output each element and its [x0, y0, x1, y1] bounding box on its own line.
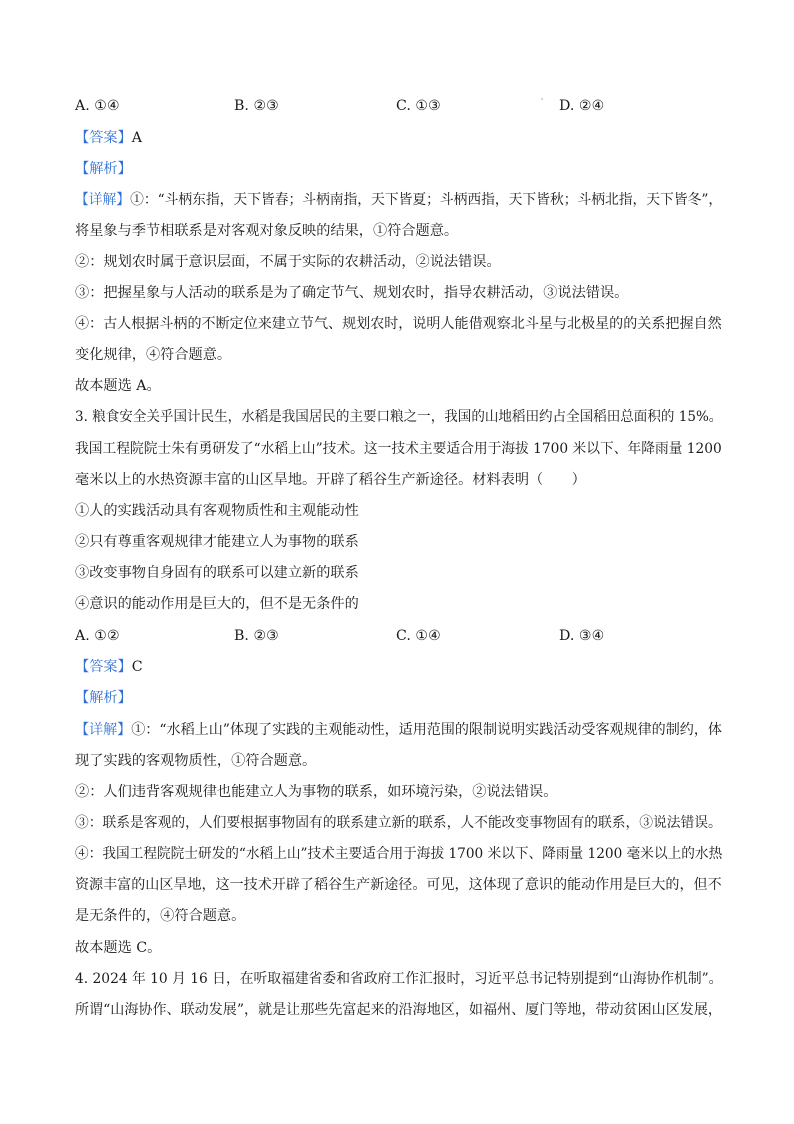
answer-tag: 【答案】	[75, 659, 132, 675]
q4-stem-line: 4. 2024 年 10 月 16 日，在听取福建省委和省政府工作汇报时，习近平总书记特别提到“山海协作机制”。	[75, 971, 723, 987]
q2-detail-line	[75, 191, 722, 209]
q2-option-a: A. ①④	[75, 98, 120, 114]
detail-text: ①：“斗柄东指，天下皆春；斗柄南指，天下皆夏；斗柄西指，天下皆秋；斗柄北指，天下皆冬”，	[130, 192, 723, 208]
speck-mark	[541, 98, 543, 100]
q3-answer	[75, 658, 143, 676]
q3-stem-line: 毫米以上的水热资源丰富的山区旱地。开辟了稻谷生产新途径。材料表明（ ）	[75, 472, 586, 488]
analysis-tag: 【解析】	[75, 161, 132, 177]
answer-value: C	[131, 659, 143, 675]
q3-option-c: C. ①④	[396, 628, 441, 644]
q3-statement: ②只有尊重客观规律才能建立人为事物的联系	[75, 534, 359, 550]
q2-detail-line: ③：把握星象与人活动的联系是为了确定节气、规划农时，指导农耕活动，③说法错误。	[75, 285, 629, 301]
q3-stem-line: 3. 粮食安全关乎国计民生，水稻是我国居民的主要口粮之一，我国的山地稻田约占全国稻田总面积的 15%。	[75, 409, 723, 425]
q2-analysis-tag	[75, 160, 132, 178]
q3-detail-line: 资源丰富的山区旱地，这一技术开辟了稻谷生产新途径。可见，这体现了意识的能动作用是巨大的，但不	[75, 877, 722, 893]
q2-conclusion: 故本题选 A。	[75, 378, 161, 394]
q3-option-a: A. ①②	[75, 628, 120, 644]
detail-tag: 【详解】	[75, 722, 132, 738]
detail-tag: 【详解】	[75, 192, 131, 208]
detail-text: ①：“水稻上山”体现了实践的主观能动性，适用范围的限制说明实践活动受客观规律的制约，体	[131, 722, 722, 738]
answer-tag: 【答案】	[75, 130, 132, 146]
q2-detail-line: ④：古人根据斗柄的不断定位来建立节气、规划农时，说明人能借观察北斗星与北极星的的关系把握自然	[75, 316, 722, 332]
answer-value: A	[131, 130, 143, 146]
q3-detail-line: ②：人们违背客观规律也能建立人为事物的联系，如环境污染，②说法错误。	[75, 784, 558, 800]
q3-detail-line: 现了实践的客观物质性，①符合题意。	[75, 753, 317, 769]
q3-analysis-tag	[75, 689, 132, 707]
q3-stem-line: 我国工程院院士朱有勇研发了“水稻上山”技术。这一技术主要适合用于海拔 1700 米以下、年降雨量 1200	[75, 441, 722, 457]
q2-answer	[75, 129, 142, 147]
q2-option-c: C. ①③	[396, 98, 441, 114]
q3-option-d: D. ③④	[559, 628, 605, 644]
q2-detail-line: ②：规划农时属于意识层面，不属于实际的农耕活动，②说法错误。	[75, 254, 501, 270]
q3-detail-line: 是无条件的，④符合题意。	[75, 908, 246, 924]
q2-option-d: D. ②④	[559, 98, 605, 114]
analysis-tag: 【解析】	[75, 690, 132, 706]
q4-stem-line: 所谓“山海协作、联动发展”，就是让那些先富起来的沿海地区，如福州、厦门等地，带动贫困山区发展，	[75, 1002, 722, 1018]
q2-detail-line: 变化规律，④符合题意。	[75, 347, 232, 363]
q3-statement: ①人的实践活动具有客观物质性和主观能动性	[75, 503, 359, 519]
q2-detail-line: 将星象与季节相联系是对客观对象反映的结果，①符合题意。	[75, 223, 459, 239]
q3-detail-line: ④：我国工程院院士研发的“水稻上山”技术主要适合用于海拔 1700 米以下、降雨量 1200 毫米以上的水热	[75, 846, 723, 862]
q3-statement: ③改变事物自身固有的联系可以建立新的联系	[75, 565, 359, 581]
q3-conclusion: 故本题选 C。	[75, 940, 162, 956]
q3-detail-line	[75, 721, 722, 739]
q3-detail-line: ③：联系是客观的，人们要根据事物固有的联系建立新的联系，人不能改变事物固有的联系，③说法错误。	[75, 815, 722, 831]
q3-statement: ④意识的能动作用是巨大的，但不是无条件的	[75, 596, 359, 612]
q2-option-b: B. ②③	[234, 98, 279, 114]
q3-option-b: B. ②③	[234, 628, 279, 644]
